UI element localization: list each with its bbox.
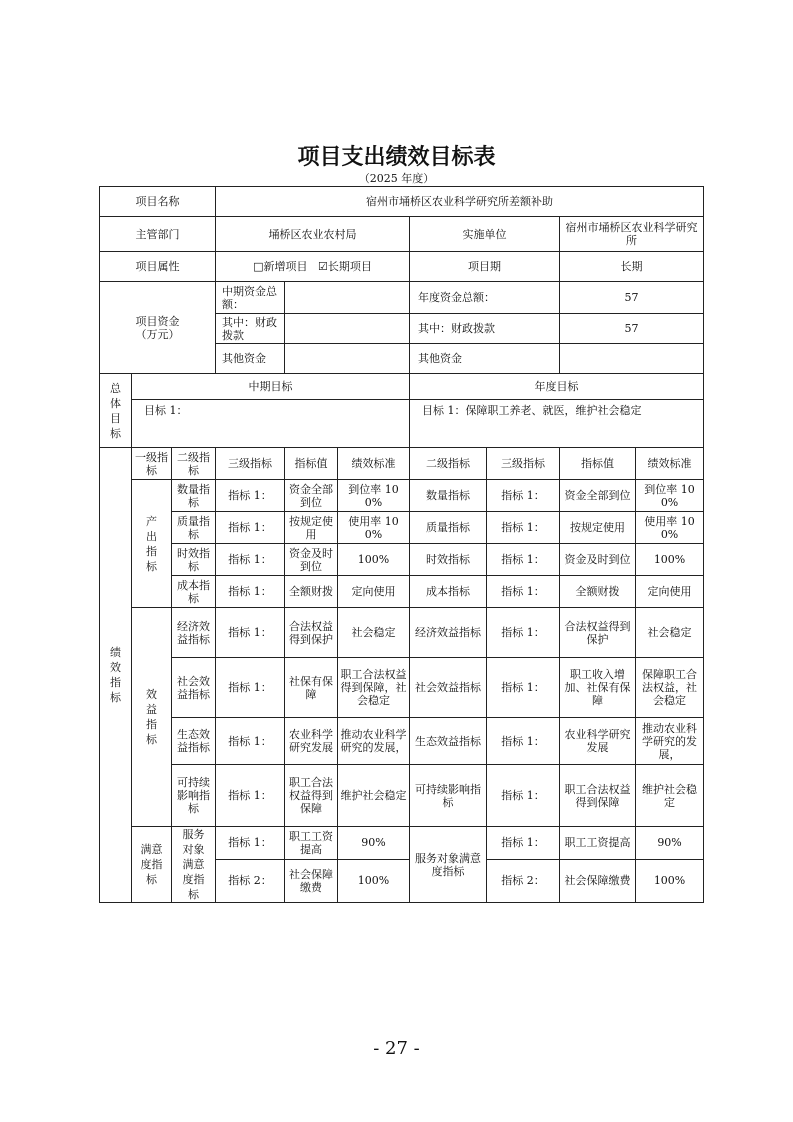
year-goal-text: 目标 1：保障职工养老、就医，维护社会稳定 xyxy=(410,400,704,448)
row-year-standard: 90% xyxy=(636,827,704,860)
row-l2: 服务对象满意度指标 xyxy=(172,827,216,903)
label-overall: 总体目标 xyxy=(100,374,132,448)
row-l2: 经济效益指标 xyxy=(172,608,216,658)
row-year-value: 职工工资提高 xyxy=(560,827,636,860)
label-period: 项目期 xyxy=(410,252,560,282)
header-year-standard: 绩效标准 xyxy=(636,448,704,480)
row-value: 社保有保障 xyxy=(285,658,338,718)
row-value: 按规定使用 xyxy=(285,512,338,544)
row-year-value: 职工合法权益得到保障 xyxy=(560,765,636,827)
row-standard: 100% xyxy=(338,859,410,902)
label-year-goal: 年度目标 xyxy=(410,374,704,400)
label-attribute: 项目属性 xyxy=(100,252,216,282)
value-year-total: 57 xyxy=(560,282,704,314)
header-year-ind-value: 指标值 xyxy=(560,448,636,480)
row-year-standard: 推动农业科学研究的发展， xyxy=(636,718,704,765)
row-value: 全额财拨 xyxy=(285,576,338,608)
row-standard: 到位率 100% xyxy=(338,480,410,512)
table-row xyxy=(100,480,704,512)
row-year-value: 职工收入增加、社保有保障 xyxy=(560,658,636,718)
row-standard: 职工合法权益得到保障，社会稳定 xyxy=(338,658,410,718)
row-year-l2: 经济效益指标 xyxy=(410,608,487,658)
row-standard: 社会稳定 xyxy=(338,608,410,658)
row-standard: 维护社会稳定 xyxy=(338,765,410,827)
label-benefit: 效益指标 xyxy=(132,608,172,827)
row-year-l3: 指标 2： xyxy=(487,859,560,902)
row-l2: 可持续影响指标 xyxy=(172,765,216,827)
row-year-l3: 指标 1： xyxy=(487,576,560,608)
label-mid-fiscal: 其中：财政拨款 xyxy=(216,314,285,344)
row-year-standard: 定向使用 xyxy=(636,576,704,608)
attribute-options xyxy=(216,252,410,282)
header-lvl1: 一级指标 xyxy=(132,448,172,480)
row-l2: 质量指标 xyxy=(172,512,216,544)
performance-table xyxy=(99,186,704,903)
row-l3: 指标 1： xyxy=(216,512,285,544)
label-satisfaction: 满意度指标 xyxy=(132,827,172,903)
table-row xyxy=(100,512,704,544)
row-l3: 指标 1： xyxy=(216,765,285,827)
label-mid-other: 其他资金 xyxy=(216,344,285,374)
row-year-l3: 指标 1： xyxy=(487,544,560,576)
row-year-value: 资金及时到位 xyxy=(560,544,636,576)
row-year-value: 农业科学研究发展 xyxy=(560,718,636,765)
header-year-lvl2: 二级指标 xyxy=(410,448,487,480)
row-l3: 指标 1： xyxy=(216,718,285,765)
row-year-l2: 数量指标 xyxy=(410,480,487,512)
table-row xyxy=(100,765,704,827)
value-mid-total xyxy=(285,282,410,314)
value-year-fiscal: 57 xyxy=(560,314,704,344)
row-value: 合法权益得到保护 xyxy=(285,608,338,658)
page-number: - 27 - xyxy=(373,1038,420,1059)
row-l2: 时效指标 xyxy=(172,544,216,576)
row-year-value: 社会保障缴费 xyxy=(560,859,636,902)
table-row xyxy=(100,576,704,608)
row-year-l3: 指标 1： xyxy=(487,765,560,827)
row-year-value: 全额财拨 xyxy=(560,576,636,608)
value-year-other xyxy=(560,344,704,374)
label-mid-total: 中期资金总额： xyxy=(216,282,285,314)
row-l3: 指标 2： xyxy=(216,859,285,902)
row-year-standard: 社会稳定 xyxy=(636,608,704,658)
row-year-standard: 100% xyxy=(636,544,704,576)
label-year-fiscal: 其中：财政拨款 xyxy=(410,314,560,344)
label-department: 主管部门 xyxy=(100,217,216,252)
table-row xyxy=(100,608,704,658)
row-l2: 社会效益指标 xyxy=(172,658,216,718)
label-perf: 绩效指标 xyxy=(100,448,132,903)
row-year-l3: 指标 1： xyxy=(487,608,560,658)
row-l2: 数量指标 xyxy=(172,480,216,512)
row-l3: 指标 1： xyxy=(216,608,285,658)
value-department: 埇桥区农业农村局 xyxy=(216,217,410,252)
row-year-value: 按规定使用 xyxy=(560,512,636,544)
row-value: 职工工资提高 xyxy=(285,827,338,860)
header-year-lvl3: 三级指标 xyxy=(487,448,560,480)
row-l3: 指标 1： xyxy=(216,576,285,608)
row-standard: 使用率 100% xyxy=(338,512,410,544)
row-standard: 推动农业科学研究的发展， xyxy=(338,718,410,765)
header-lvl3: 三级指标 xyxy=(216,448,285,480)
header-standard: 绩效标准 xyxy=(338,448,410,480)
table-row xyxy=(100,658,704,718)
value-mid-other xyxy=(285,344,410,374)
label-project-name: 项目名称 xyxy=(100,187,216,217)
row-l3: 指标 1： xyxy=(216,827,285,860)
row-year-l3: 指标 1： xyxy=(487,512,560,544)
row-year-standard: 维护社会稳定 xyxy=(636,765,704,827)
row-l3: 指标 1： xyxy=(216,544,285,576)
year-label: （2025 年度） xyxy=(358,172,435,185)
row-value: 资金及时到位 xyxy=(285,544,338,576)
row-year-l2: 质量指标 xyxy=(410,512,487,544)
row-year-standard: 使用率 100% xyxy=(636,512,704,544)
row-year-l2: 可持续影响指标 xyxy=(410,765,487,827)
row-l3: 指标 1： xyxy=(216,658,285,718)
label-year-total: 年度资金总额： xyxy=(410,282,560,314)
value-project-name: 宿州市埇桥区农业科学研究所差额补助 xyxy=(216,187,704,217)
label-funds: 项目资金（万元） xyxy=(100,282,216,374)
value-period: 长期 xyxy=(560,252,704,282)
row-year-l2: 时效指标 xyxy=(410,544,487,576)
header-lvl2: 二级指标 xyxy=(172,448,216,480)
new-project-checkbox: □新增项目 xyxy=(253,260,308,273)
row-value: 职工合法权益得到保障 xyxy=(285,765,338,827)
row-year-value: 合法权益得到保护 xyxy=(560,608,636,658)
row-standard: 定向使用 xyxy=(338,576,410,608)
page-title: 项目支出绩效目标表 xyxy=(297,145,496,170)
row-year-l2: 生态效益指标 xyxy=(410,718,487,765)
row-year-l2: 成本指标 xyxy=(410,576,487,608)
label-year-other: 其他资金 xyxy=(410,344,560,374)
row-standard: 90% xyxy=(338,827,410,860)
table-row xyxy=(100,718,704,765)
row-year-value: 资金全部到位 xyxy=(560,480,636,512)
header-ind-value: 指标值 xyxy=(285,448,338,480)
row-year-l3: 指标 1： xyxy=(487,658,560,718)
label-mid-goal: 中期目标 xyxy=(132,374,410,400)
row-value: 资金全部到位 xyxy=(285,480,338,512)
row-value: 农业科学研究发展 xyxy=(285,718,338,765)
row-l3: 指标 1： xyxy=(216,480,285,512)
table-row xyxy=(100,544,704,576)
row-year-standard: 到位率 100% xyxy=(636,480,704,512)
row-year-l2: 服务对象满意度指标 xyxy=(410,827,487,903)
row-year-l3: 指标 1： xyxy=(487,718,560,765)
row-l2: 生态效益指标 xyxy=(172,718,216,765)
row-year-l3: 指标 1： xyxy=(487,827,560,860)
row-year-l2: 社会效益指标 xyxy=(410,658,487,718)
value-impl-unit: 宿州市埇桥区农业科学研究所 xyxy=(560,217,704,252)
row-year-standard: 100% xyxy=(636,859,704,902)
row-year-l3: 指标 1： xyxy=(487,480,560,512)
long-project-checkbox: ☑长期项目 xyxy=(318,260,372,273)
row-value: 社会保障缴费 xyxy=(285,859,338,902)
row-year-standard: 保障职工合法权益，社会稳定 xyxy=(636,658,704,718)
row-l2: 成本指标 xyxy=(172,576,216,608)
mid-goal-text: 目标 1： xyxy=(132,400,410,448)
table-row xyxy=(100,827,704,860)
label-impl-unit: 实施单位 xyxy=(410,217,560,252)
value-mid-fiscal xyxy=(285,314,410,344)
label-output: 产出指标 xyxy=(132,480,172,608)
row-standard: 100% xyxy=(338,544,410,576)
